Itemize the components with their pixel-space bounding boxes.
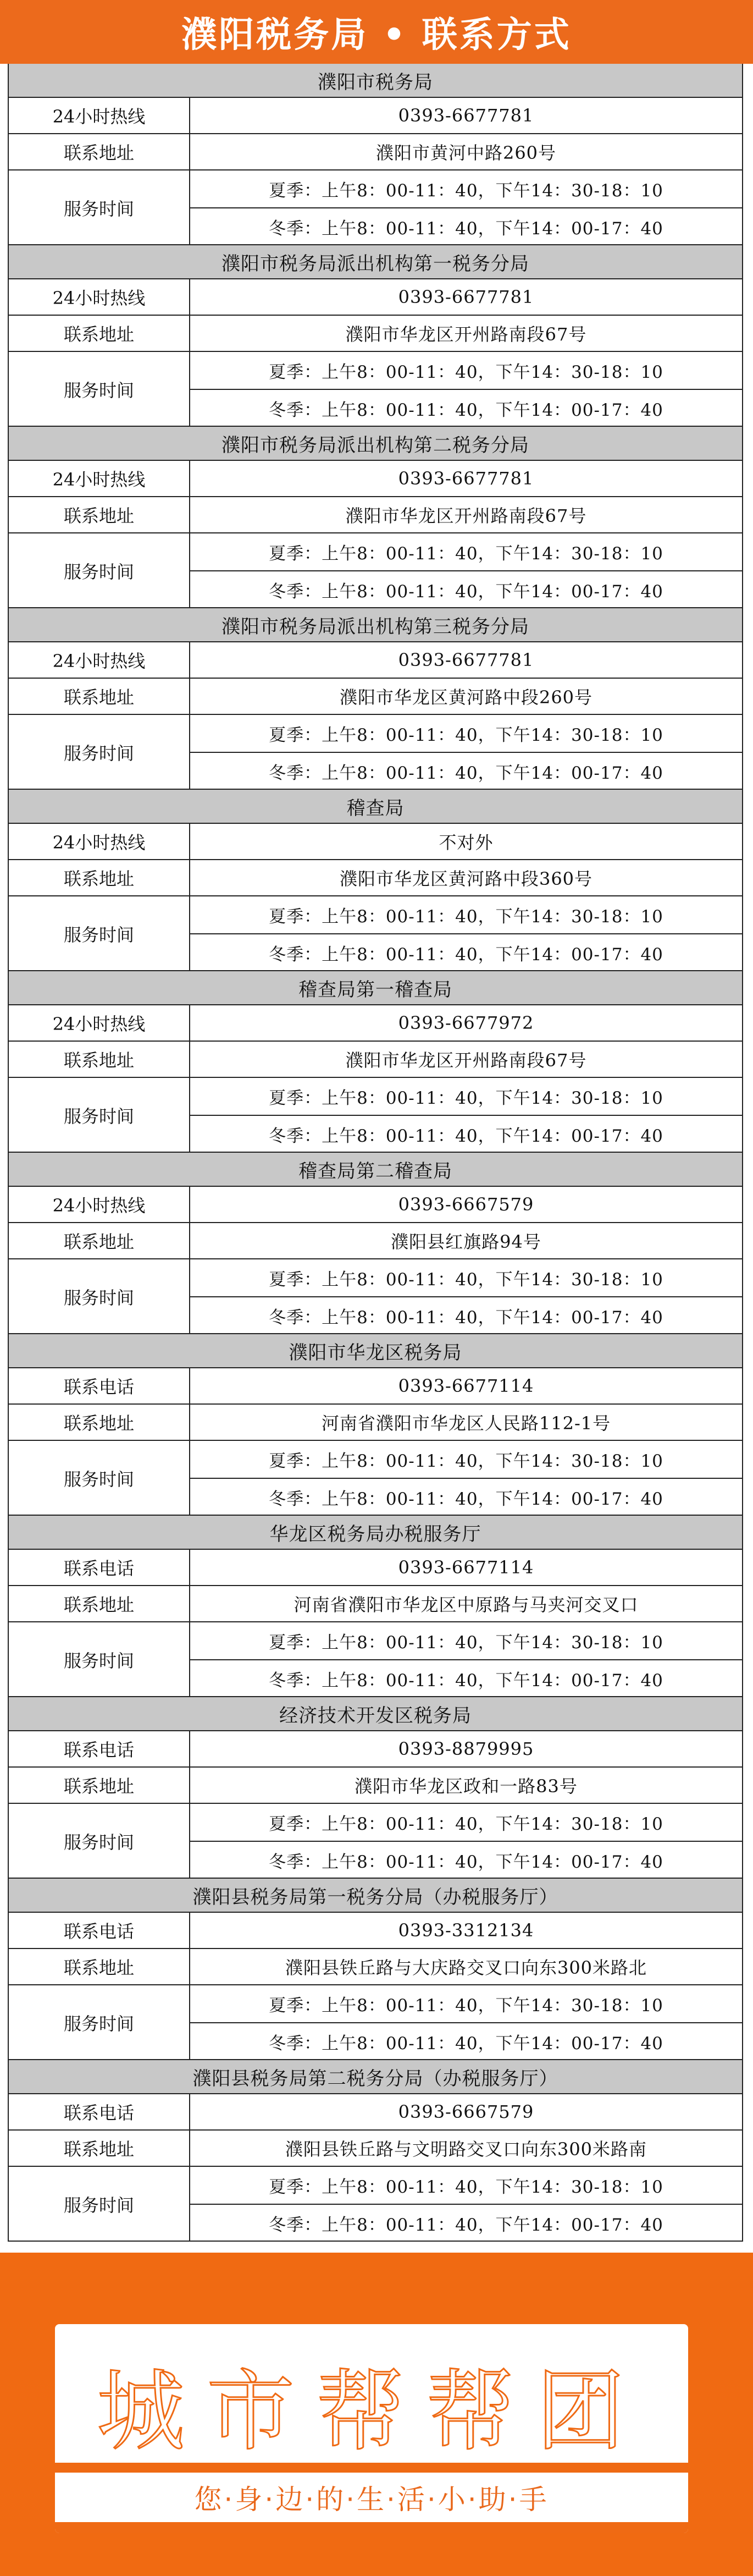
address-label: 联系地址 [9,1768,190,1803]
address-label: 联系地址 [9,679,190,714]
office-name: 濮阳市华龙区税务局 [9,1334,742,1368]
hours-values [190,1985,742,2060]
hours-values [190,1804,742,1879]
winter-hours: 冬季：上午8：00-11：40，下午14：00-17：40 [190,207,742,245]
address-row [9,1405,742,1441]
address-value: 河南省濮阳市华龙区人民路112-1号 [321,1413,611,1434]
summer-hours: 夏季：上午8：00-11：40，下午14：30-18：10 [269,1088,663,1108]
hours-label: 服务时间 [9,1441,190,1516]
contact-row [9,461,742,497]
hours-values [190,896,742,971]
hours-row [9,1441,742,1516]
hours-row [9,1259,742,1334]
contact-row [9,279,742,316]
office-section [8,427,743,608]
address-value: 河南省濮阳市华龙区中原路与马夹河交叉口 [294,1594,639,1615]
address-label: 联系地址 [9,2131,190,2166]
address-row [9,497,742,533]
brand-tagline: 您·身·边·的·生·活·小·助·手 [55,2473,688,2522]
office-section [8,245,743,427]
brand-panel [55,2324,688,2533]
contact-value: 0393-6677114 [398,1375,534,1396]
contact-label: 24小时热线 [9,461,190,496]
address-row [9,679,742,715]
contact-row [9,1368,742,1405]
address-value: 濮阳市华龙区开州路南段67号 [345,324,587,345]
office-name: 稽查局第二稽查局 [9,1153,742,1187]
contact-label: 24小时热线 [9,642,190,678]
contact-label: 24小时热线 [9,98,190,133]
contact-value: 0393-6667579 [398,2101,534,2122]
address-row [9,134,742,170]
office-name: 濮阳县税务局第一税务分局（办税服务厅） [9,1879,742,1913]
contact-value: 0393-6677781 [398,287,534,307]
hours-values [190,1078,742,1153]
address-row [9,1586,742,1622]
contact-value: 0393-6677781 [398,468,534,489]
office-name: 稽查局 [9,790,742,824]
address-value: 濮阳市华龙区开州路南段67号 [345,1050,587,1071]
hours-values [190,1259,742,1334]
contact-value: 0393-3312134 [398,1920,534,1941]
summer-hours: 夏季：上午8：00-11：40，下午14：30-18：10 [269,544,663,564]
hours-row [9,715,742,790]
title-bar [0,0,753,64]
address-label: 联系地址 [9,1042,190,1077]
office-section [8,64,743,245]
hours-values [190,2167,742,2242]
contact-value: 0393-6667579 [398,1194,534,1215]
address-label: 联系地址 [9,134,190,169]
contact-label: 联系电话 [9,1368,190,1403]
address-label: 联系地址 [9,316,190,351]
office-name: 濮阳市税务局派出机构第二税务分局 [9,427,742,461]
address-row [9,1949,742,1985]
address-row [9,860,742,896]
contact-table [8,64,743,2242]
address-value: 濮阳市华龙区政和一路83号 [355,1776,578,1797]
address-row [9,316,742,352]
hours-label: 服务时间 [9,170,190,245]
winter-hours: 冬季：上午8：00-11：40，下午14：00-17：40 [190,389,742,427]
hours-row [9,1804,742,1879]
office-section [8,1879,743,2060]
office-name: 濮阳县税务局第二税务分局（办税服务厅） [9,2060,742,2094]
brand-logo-text: 城市帮帮团 [96,2360,646,2463]
address-value: 濮阳市华龙区黄河路中段260号 [339,687,593,708]
contact-row [9,1550,742,1586]
hours-row [9,1622,742,1697]
contact-row [9,1187,742,1223]
address-value: 濮阳县红旗路94号 [391,1231,541,1252]
hours-row [9,533,742,608]
winter-hours: 冬季：上午8：00-11：40，下午14：00-17：40 [190,1841,742,1879]
hours-label: 服务时间 [9,533,190,608]
summer-hours: 夏季：上午8：00-11：40，下午14：30-18：10 [269,2177,663,2197]
winter-hours: 冬季：上午8：00-11：40，下午14：00-17：40 [190,1659,742,1697]
winter-hours: 冬季：上午8：00-11：40，下午14：00-17：40 [190,1296,742,1334]
summer-hours: 夏季：上午8：00-11：40，下午14：30-18：10 [269,1996,663,2016]
winter-hours: 冬季：上午8：00-11：40，下午14：00-17：40 [190,933,742,971]
summer-hours: 夏季：上午8：00-11：40，下午14：30-18：10 [269,907,663,927]
contact-label: 24小时热线 [9,279,190,315]
office-name: 濮阳市税务局派出机构第三税务分局 [9,608,742,642]
hours-values [190,533,742,608]
contact-label: 联系电话 [9,2094,190,2129]
hours-row [9,1985,742,2060]
address-row [9,2131,742,2167]
address-row [9,1223,742,1259]
address-value: 濮阳市华龙区开州路南段67号 [345,505,587,526]
hours-label: 服务时间 [9,715,190,790]
summer-hours: 夏季：上午8：00-11：40，下午14：30-18：10 [269,1814,663,1834]
hours-row [9,170,742,245]
contact-label: 联系电话 [9,1731,190,1766]
winter-hours: 冬季：上午8：00-11：40，下午14：00-17：40 [190,752,742,790]
hours-label: 服务时间 [9,1622,190,1697]
address-label: 联系地址 [9,1223,190,1258]
address-row [9,1042,742,1078]
hours-values [190,715,742,790]
summer-hours: 夏季：上午8：00-11：40，下午14：30-18：10 [269,725,663,745]
hours-values [190,1441,742,1516]
address-value: 濮阳县铁丘路与文明路交叉口向东300米路南 [285,2139,647,2160]
hours-label: 服务时间 [9,1804,190,1879]
contact-label: 24小时热线 [9,824,190,859]
address-label: 联系地址 [9,1586,190,1621]
hours-label: 服务时间 [9,2167,190,2242]
address-value: 濮阳县铁丘路与大庆路交叉口向东300米路北 [285,1957,647,1978]
summer-hours: 夏季：上午8：00-11：40，下午14：30-18：10 [269,1451,663,1471]
footer-banner [0,2253,753,2576]
hours-row [9,896,742,971]
contact-row [9,824,742,860]
address-label: 联系地址 [9,1949,190,1984]
address-label: 联系地址 [9,497,190,532]
contact-value: 不对外 [439,832,494,853]
address-label: 联系地址 [9,860,190,895]
hours-label: 服务时间 [9,1078,190,1153]
page-title: 濮阳税务局 • 联系方式 [181,15,572,56]
hours-row [9,2167,742,2242]
contact-value: 0393-6677972 [398,1012,534,1033]
office-section [8,1516,743,1697]
winter-hours: 冬季：上午8：00-11：40，下午14：00-17：40 [190,1115,742,1153]
office-section [8,1334,743,1516]
address-label: 联系地址 [9,1405,190,1440]
contact-label: 联系电话 [9,1550,190,1585]
contact-value: 0393-6677114 [398,1557,534,1578]
address-value: 濮阳市黄河中路260号 [375,142,557,163]
hours-label: 服务时间 [9,1259,190,1334]
contact-row [9,1913,742,1949]
hours-values [190,170,742,245]
office-section [8,1697,743,1879]
hours-values [190,1622,742,1697]
contact-value: 0393-6677781 [398,649,534,670]
summer-hours: 夏季：上午8：00-11：40，下午14：30-18：10 [269,362,663,382]
winter-hours: 冬季：上午8：00-11：40，下午14：00-17：40 [190,2204,742,2242]
winter-hours: 冬季：上午8：00-11：40，下午14：00-17：40 [190,1478,742,1516]
contact-label: 24小时热线 [9,1187,190,1222]
hours-label: 服务时间 [9,1985,190,2060]
winter-hours: 冬季：上午8：00-11：40，下午14：00-17：40 [190,2022,742,2060]
address-row [9,1768,742,1804]
office-section [8,2060,743,2242]
winter-hours: 冬季：上午8：00-11：40，下午14：00-17：40 [190,570,742,608]
contact-label: 联系电话 [9,1913,190,1948]
office-name: 经济技术开发区税务局 [9,1697,742,1731]
office-section [8,608,743,790]
contact-value: 0393-8879995 [398,1738,534,1759]
contact-row [9,2094,742,2131]
contact-row [9,98,742,134]
office-name: 濮阳市税务局派出机构第一税务分局 [9,245,742,279]
office-name: 濮阳市税务局 [9,64,742,98]
office-section [8,1153,743,1334]
hours-label: 服务时间 [9,352,190,427]
hours-row [9,352,742,427]
contact-value: 0393-6677781 [398,105,534,126]
contact-row [9,1005,742,1042]
office-name: 华龙区税务局办税服务厅 [9,1516,742,1550]
hours-row [9,1078,742,1153]
contact-label: 24小时热线 [9,1005,190,1041]
summer-hours: 夏季：上午8：00-11：40，下午14：30-18：10 [269,1270,663,1290]
address-value: 濮阳市华龙区黄河路中段360号 [339,868,593,889]
summer-hours: 夏季：上午8：00-11：40，下午14：30-18：10 [269,181,663,201]
hours-values [190,352,742,427]
contact-row [9,642,742,679]
summer-hours: 夏季：上午8：00-11：40，下午14：30-18：10 [269,1633,663,1653]
office-section [8,971,743,1153]
contact-row [9,1731,742,1768]
hours-label: 服务时间 [9,896,190,971]
office-section [8,790,743,971]
office-name: 稽查局第一稽查局 [9,971,742,1005]
